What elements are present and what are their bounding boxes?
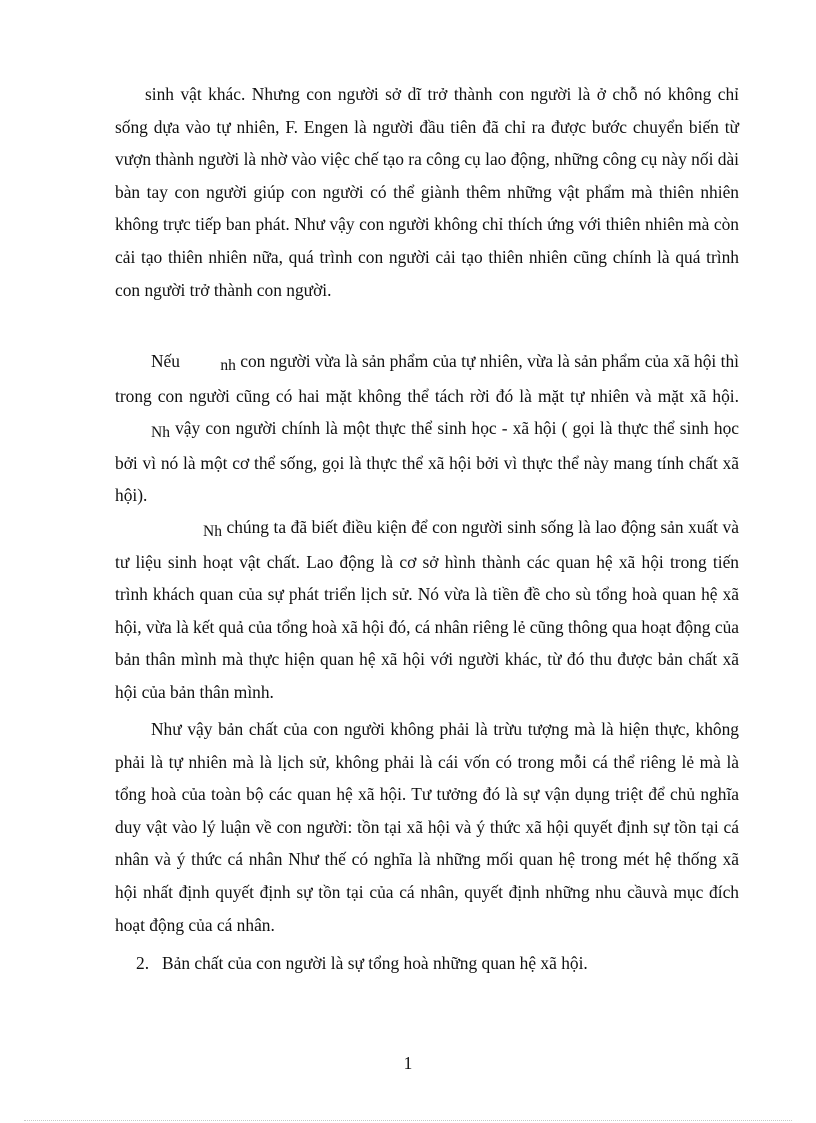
paragraph-2 xyxy=(115,345,739,512)
paragraph-2-text-2: vậy con người chính là một thực thể sinh học - xã hội ( gọi là thực thể sinh học bởi vì nó là một cơ thể sống, gọi là thực thể xã hội bởi vì thực thể này mang tính chất xã hội). xyxy=(115,418,739,506)
paragraph-4-text: Như vậy bản chất của con người không phải là trừu tượng mà là hiện thực, không phải là tự nhiên mà là lịch sử, không phải là cái vốn có trong mỗi cá thể riêng lẻ mà là tổng hoà của toàn bộ các quan hệ xã hội. Tư tưởng đó là sự vận dụng triệt để chủ nghĩa duy vật vào lý luận về con người: tồn tại xã hội và ý thức xã hội quyết định sự tồn tại cá nhân và ý thức cá nhân Như thế có nghĩa là những mối quan hệ trong mét hệ thống xã hội nhất định quyết định sự tồn tại của cá nhân, quyết định những nhu cầuvà mục đích hoạt động của cá nhân. xyxy=(115,719,739,935)
paragraph-3-fragment: Nh xyxy=(203,523,222,540)
paragraph-4 xyxy=(115,713,739,941)
paragraph-3-text: chúng ta đã biết điều kiện để con người sinh sống là lao động sản xuất và tư liệu sinh hoạt vật chất. Lao động là cơ sở hình thành các quan hệ xã hội trong tiến trình khách quan của sự phát triển lịch sử. Nó vừa là tiền đề cho sù tổng hoà quan hệ xã hội, vừa là kết quả của tổng hoà xã hội đó, cá nhân riêng lẻ cũng thông qua hoạt động của bản thân mình mà thực hiện quan hệ xã hội với người khác, từ đó thu được bản chất xã hội của bản thân mình. xyxy=(115,517,739,702)
section-heading-text: Bản chất của con người là sự tổng hoà những quan hệ xã hội. xyxy=(162,953,588,973)
paragraph-2-text: con người vừa là sản phẩm của tự nhiên, vừa là sản phẩm của xã hội thì trong con người cũng có hai mặt không thể tách rời đó là mặt tự nhiên và mặt xã hội. xyxy=(115,351,739,406)
paragraph-3 xyxy=(115,511,739,709)
paragraph-2-fragment-2: Nh xyxy=(151,424,170,442)
paragraph-1-text: sinh vật khác. Nhưng con người sở dĩ trở thành con người là ở chỗ nó không chỉ sống dựa vào tự nhiên, F. Engen là người đầu tiên đã chỉ ra được bước chuyển biến từ vượn thành người là nhờ vào việc chế tạo ra công cụ lao động, những công cụ này nối dài bàn tay con người giúp con người có thể giành thêm những vật phẩm mà thiên nhiên không trực tiếp ban phát. Như vậy con người không chỉ thích ứng với thiên nhiên mà còn cải tạo thiên nhiên nữa, quá trình con người cải tạo thiên nhiên cũng chính là quá trình con người trở thành con người. xyxy=(115,84,739,300)
paragraph-2-lead: Nếu xyxy=(151,351,180,371)
page-number: 1 xyxy=(403,1053,413,1073)
paragraph-1 xyxy=(115,78,739,306)
footer-divider xyxy=(24,1120,792,1121)
section-heading xyxy=(136,947,736,980)
section-heading-number: 2. xyxy=(136,953,150,973)
paragraph-2-fragment: nh xyxy=(220,357,236,374)
